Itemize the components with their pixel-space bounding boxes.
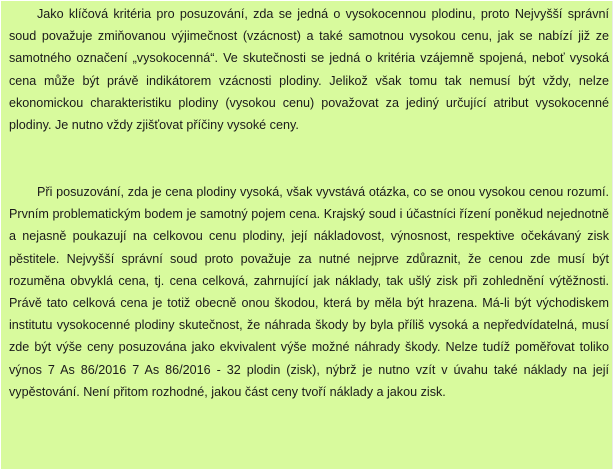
document-page <box>1 1 613 469</box>
paragraph-1: Jako klíčová kritéria pro posuzování, zda se jedná o vysokocennou plodinu, proto Nejvyšší správní soud považuje zmiňovanou výjimečnost (vzácnost) a také samotnou vysokou cenu, jak se nabízí již ze samotného označení „vysokocenná“. Ve skutečnosti se jedná o kritéria vzájemně spojená, neboť vysoká cena může být právě indikátorem vzácnosti plodiny. Jelikož však tomu tak nemusí být vždy, nelze ekonomickou charakteristiku plodiny (vysokou cenu) považovat za jediný určující atribut vysokocenné plodiny. Je nutno vždy zjišťovat příčiny vysoké ceny. <box>9 7 609 133</box>
paragraph-2: Při posuzování, zda je cena plodiny vysoká, však vyvstává otázka, co se onou vysokou cenou rozumí. Prvním problematickým bodem je samotný pojem cena. Krajský soud i účastníci řízení poněkud nejednotně a nejasně poukazují na celkovou cenu plodiny, její nákladovost, výnosnost, respektive očekávaný zisk pěstitele. Nejvyšší správní soud proto považuje za nutné nejprve zdůraznit, že cenou zde musí být rozuměna obvyklá cena, tj. cena celková, zahrnující jak náklady, tak ušlý zisk při zohlednění výtěžnosti. Právě tato celková cena je totiž obecně onou škodou, která by měla být hrazena. Má-li být východiskem institutu vysokocenné plodiny skutečnost, že náhrada škody by byla příliš vysoká a nepředvídatelná, musí zde být výše ceny posuzována jako ekvivalent výše možné náhrady škody. Nelze tudíž poměřovat toliko výnos 7 As 86/2016 7 As 86/2016 - 32 plodin (zisk), nýbrž je nutno vzít v úvahu také náklady na její vypěstování. Není přitom rozhodné, jakou část ceny tvoří náklady a jakou zisk. <box>9 185 609 399</box>
